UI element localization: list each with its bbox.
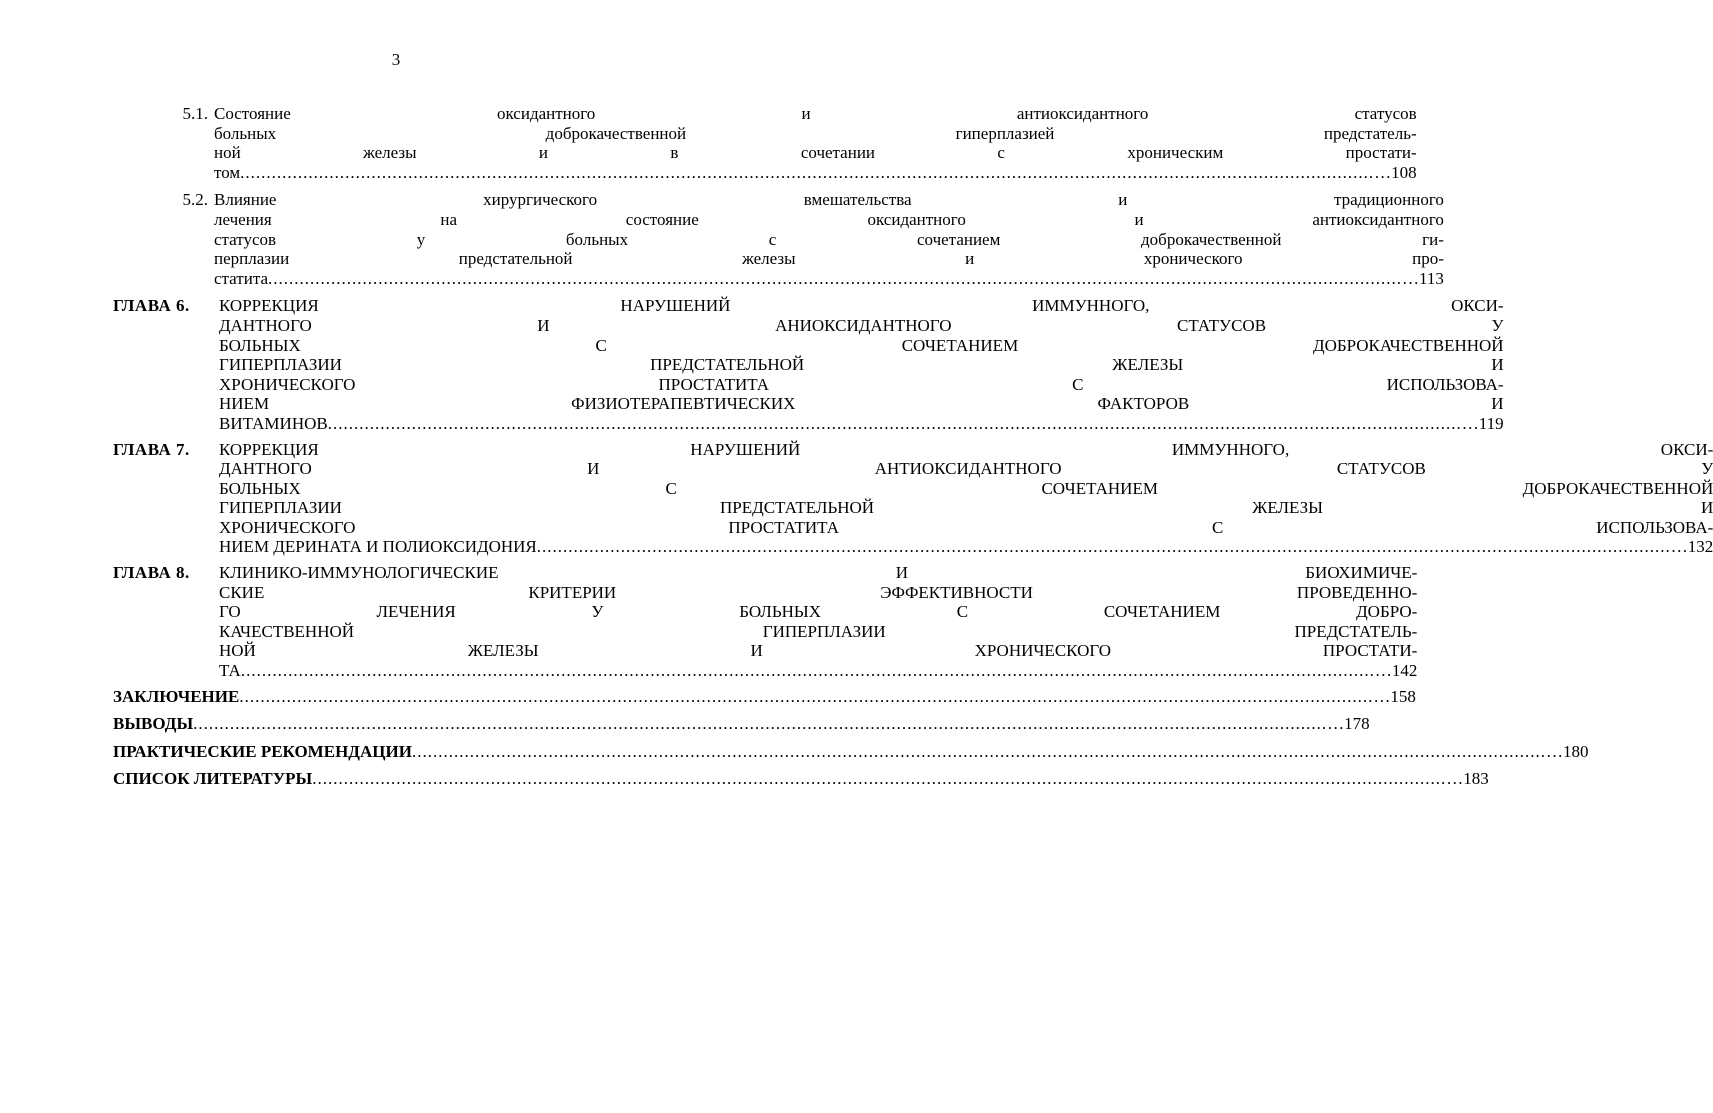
toc-entry-chapter-8[interactable] <box>113 563 1418 681</box>
toc-entry-references[interactable] <box>113 769 1489 789</box>
dot-leader <box>312 769 1446 789</box>
entry-line: Влияние хирургического вмешательства и традиционного <box>214 190 1444 210</box>
chapter-label: ГЛАВА 8. <box>113 563 190 583</box>
entry-line: ВИТАМИНОВ <box>219 413 328 433</box>
entry-text <box>219 296 1504 433</box>
page-ref: …183 <box>1446 769 1489 789</box>
entry-last-line <box>219 414 1504 434</box>
entry-line: ГИПЕРПЛАЗИИ ПРЕДСТАТЕЛЬНОЙ ЖЕЛЕЗЫ И <box>219 355 1504 375</box>
dot-leader <box>239 687 1373 707</box>
page-ref: …180 <box>1545 741 1589 761</box>
page-ref: …113 <box>1402 268 1444 288</box>
entry-line: ТА <box>219 661 241 681</box>
page-ref: …132 <box>1670 537 1713 557</box>
entry-line: том <box>214 162 241 182</box>
section-title: ЗАКЛЮЧЕНИЕ <box>113 686 240 706</box>
entry-line: БОЛЬНЫХ С СОЧЕТАНИЕМ ДОБРОКАЧЕСТВЕННОЙ <box>219 335 1504 355</box>
dot-leader <box>193 714 1327 734</box>
page-number: 3 <box>391 50 401 69</box>
entry-line: ХРОНИЧЕСКОГО ПРОСТАТИТА С ИСПОЛЬЗОВА- <box>219 374 1504 394</box>
chapter-label: ГЛАВА 6. <box>113 296 190 316</box>
page-ref: …108 <box>1374 162 1417 182</box>
toc-entry-5-2[interactable] <box>113 190 1444 288</box>
entry-last-line <box>219 661 1417 681</box>
entry-line: СКИЕ КРИТЕРИИ ЭФФЕКТИВНОСТИ ПРОВЕДЕННО- <box>219 582 1418 602</box>
entry-last-line <box>219 537 1713 557</box>
dot-leader <box>240 163 1374 183</box>
dot-leader <box>328 414 1462 434</box>
entry-line: КОРРЕКЦИЯ НАРУШЕНИЙ ИММУННОГО, ОКСИ- <box>219 439 1713 459</box>
toc-entry-chapter-7[interactable] <box>113 439 1713 558</box>
entry-line: ДАНТНОГО И АНИОКСИДАНТНОГО СТАТУСОВ У <box>219 315 1504 335</box>
entry-line: больных доброкачественной гиперплазией предстатель- <box>214 123 1417 143</box>
entry-text <box>219 440 1713 558</box>
dot-leader <box>412 742 1546 762</box>
entry-line: ДАНТНОГО И АНТИОКСИДАНТНОГО СТАТУСОВ У <box>219 459 1713 479</box>
section-title: ПРАКТИЧЕСКИЕ РЕКОМЕНДАЦИИ <box>113 741 412 761</box>
entry-line: Состояние оксидантного и антиоксидантного статусов <box>214 104 1417 123</box>
entry-text <box>214 190 1444 288</box>
entry-number: 5.1. <box>182 104 208 123</box>
entry-line: НИЕМ ФИЗИОТЕРАПЕВТИЧЕСКИХ ФАКТОРОВ И <box>219 394 1504 414</box>
entry-line: ГИПЕРПЛАЗИИ ПРЕДСТАТЕЛЬНОЙ ЖЕЛЕЗЫ И <box>219 498 1713 518</box>
page-ref: …158 <box>1373 686 1416 706</box>
chapter-label: ГЛАВА 7. <box>113 439 190 459</box>
entry-line: статита <box>214 268 268 288</box>
entry-line: ГО ЛЕЧЕНИЯ У БОЛЬНЫХ С СОЧЕТАНИЕМ ДОБРО- <box>219 602 1418 622</box>
page-ref: …119 <box>1461 413 1504 433</box>
entry-last-line <box>214 163 1417 183</box>
toc-entry-findings[interactable] <box>113 714 1370 734</box>
table-of-contents <box>113 104 1713 789</box>
entry-number: 5.2. <box>182 190 208 210</box>
entry-line: перплазии предстательной железы и хронического про- <box>214 249 1444 269</box>
entry-line: лечения на состояние оксидантного и антиоксидантного <box>214 209 1444 229</box>
entry-line: НИЕМ ДЕРИНАТА И ПОЛИОКСИДОНИЯ <box>219 537 537 557</box>
toc-entry-5-1[interactable] <box>113 104 1417 182</box>
section-title: ВЫВОДЫ <box>113 714 194 734</box>
toc-entry-chapter-6[interactable] <box>113 296 1504 433</box>
entry-line: КОРРЕКЦИЯ НАРУШЕНИЙ ИММУННОГО, ОКСИ- <box>219 296 1504 316</box>
entry-line: ной железы и в сочетании с хроническим простати- <box>214 143 1417 163</box>
toc-entry-recommendations[interactable] <box>113 741 1589 762</box>
entry-line: статусов у больных с сочетанием доброкачественной ги- <box>214 229 1444 249</box>
dot-leader <box>537 537 1671 557</box>
entry-text <box>214 104 1417 182</box>
section-title: СПИСОК ЛИТЕРАТУРЫ <box>113 769 313 789</box>
toc-entry-conclusion[interactable] <box>113 686 1416 707</box>
entry-last-line <box>214 269 1444 289</box>
dot-leader <box>268 269 1402 289</box>
dot-leader <box>241 661 1375 681</box>
entry-text <box>219 563 1417 681</box>
entry-line: КЛИНИКО-ИММУНОЛОГИЧЕСКИЕ И БИОХИМИЧЕ- <box>219 563 1418 583</box>
page-ref: …142 <box>1374 661 1418 681</box>
entry-line: БОЛЬНЫХ С СОЧЕТАНИЕМ ДОБРОКАЧЕСТВЕННОЙ <box>219 478 1713 498</box>
page-ref: …178 <box>1327 714 1370 734</box>
entry-line: НОЙ ЖЕЛЕЗЫ И ХРОНИЧЕСКОГО ПРОСТАТИ- <box>219 641 1418 661</box>
entry-line: КАЧЕСТВЕННОЙ ГИПЕРПЛАЗИИ ПРЕДСТАТЕЛЬ- <box>219 621 1418 641</box>
entry-line: ХРОНИЧЕСКОГО ПРОСТАТИТА С ИСПОЛЬЗОВА- <box>219 517 1713 537</box>
